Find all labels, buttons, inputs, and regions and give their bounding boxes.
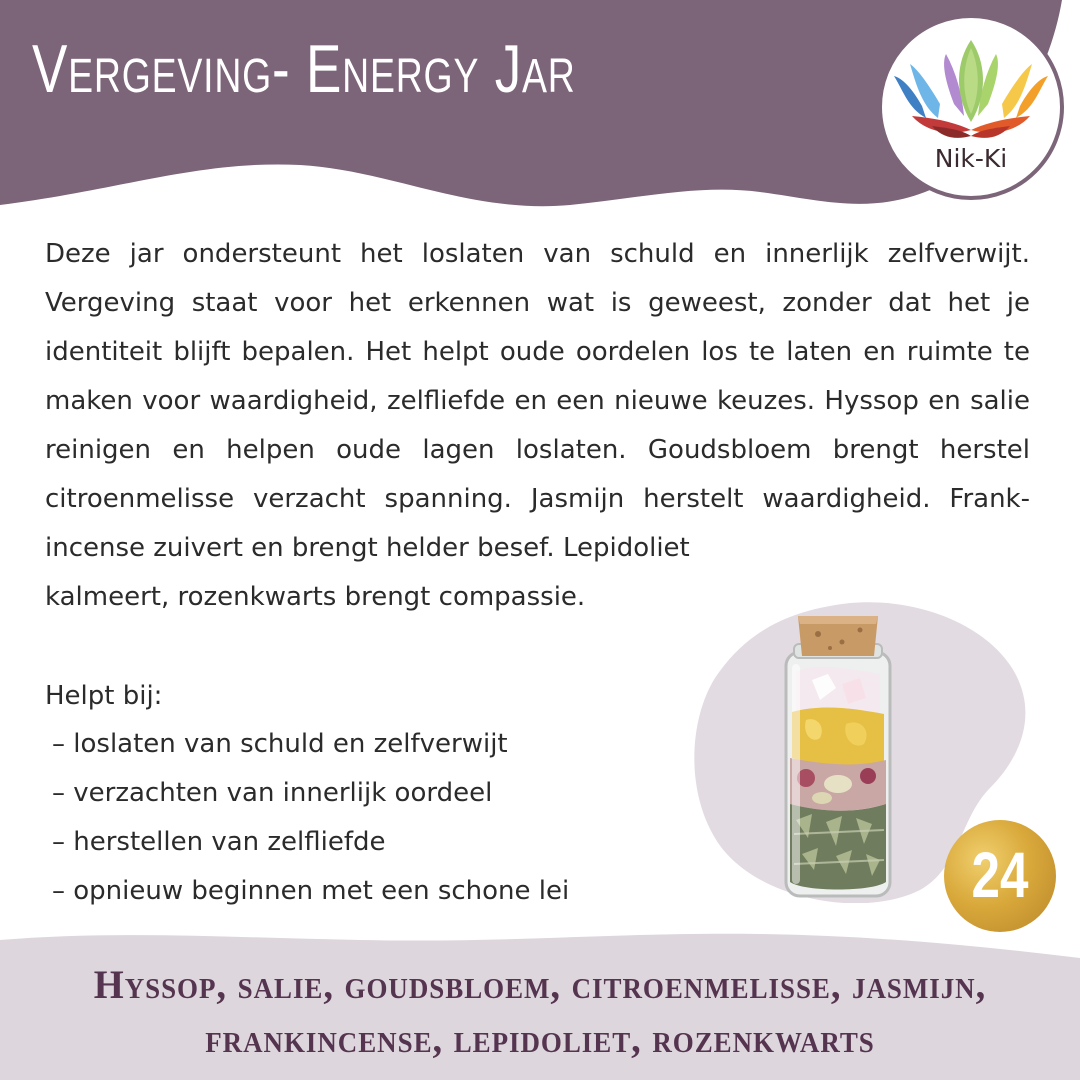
nik-ki-logo [878,14,1064,200]
description-paragraph [45,230,1030,622]
helps-heading: Helpt bij: [45,681,163,711]
description-line: Vergeving staat voor het erkennen wat is geweest, zonder dat het je [45,288,1030,318]
description-line: reinigen en helpen oude lagen loslaten. Goudsbloem brengt herstel [45,435,1030,465]
helps-list [52,720,569,916]
number-badge [944,820,1056,932]
ingredients-line: Hyssop, salie, goudsbloem, citroenmelisse, jasmijn, [93,962,987,1007]
page-title: Vergeving- Energy Jar [32,31,576,107]
description-line: identiteit blijft bepalen. Het helpt oude oordelen los te laten en ruimte te [45,337,1030,367]
list-item: – opnieuw beginnen met een schone lei [52,876,570,906]
logo-text: Nik-Ki [934,144,1008,173]
jar-image [772,608,902,900]
description-line: maken voor waardigheid, zelfliefde en een nieuwe keuzes. Hyssop en salie [45,386,1030,416]
ingredients-text [0,958,1080,1066]
ingredients-line: frankincense, lepidoliet, rozenkwarts [205,1016,875,1061]
list-item: – herstellen van zelfliefde [52,827,386,857]
list-item: – loslaten van schuld en zelfverwijt [52,729,508,759]
badge-number: 24 [971,839,1029,911]
description-line: Deze jar ondersteunt het loslaten van schuld en innerlijk zelfverwijt. [45,239,1030,269]
description-line: citroenmelisse verzacht spanning. Jasmijn herstelt waardigheid. Frank- [45,484,1030,514]
description-line: kalmeert, rozenkwarts brengt compassie. [45,582,586,612]
description-line: incense zuivert en brengt helder besef. Lepidoliet [45,533,690,563]
list-item: – verzachten van innerlijk oordeel [52,778,493,808]
